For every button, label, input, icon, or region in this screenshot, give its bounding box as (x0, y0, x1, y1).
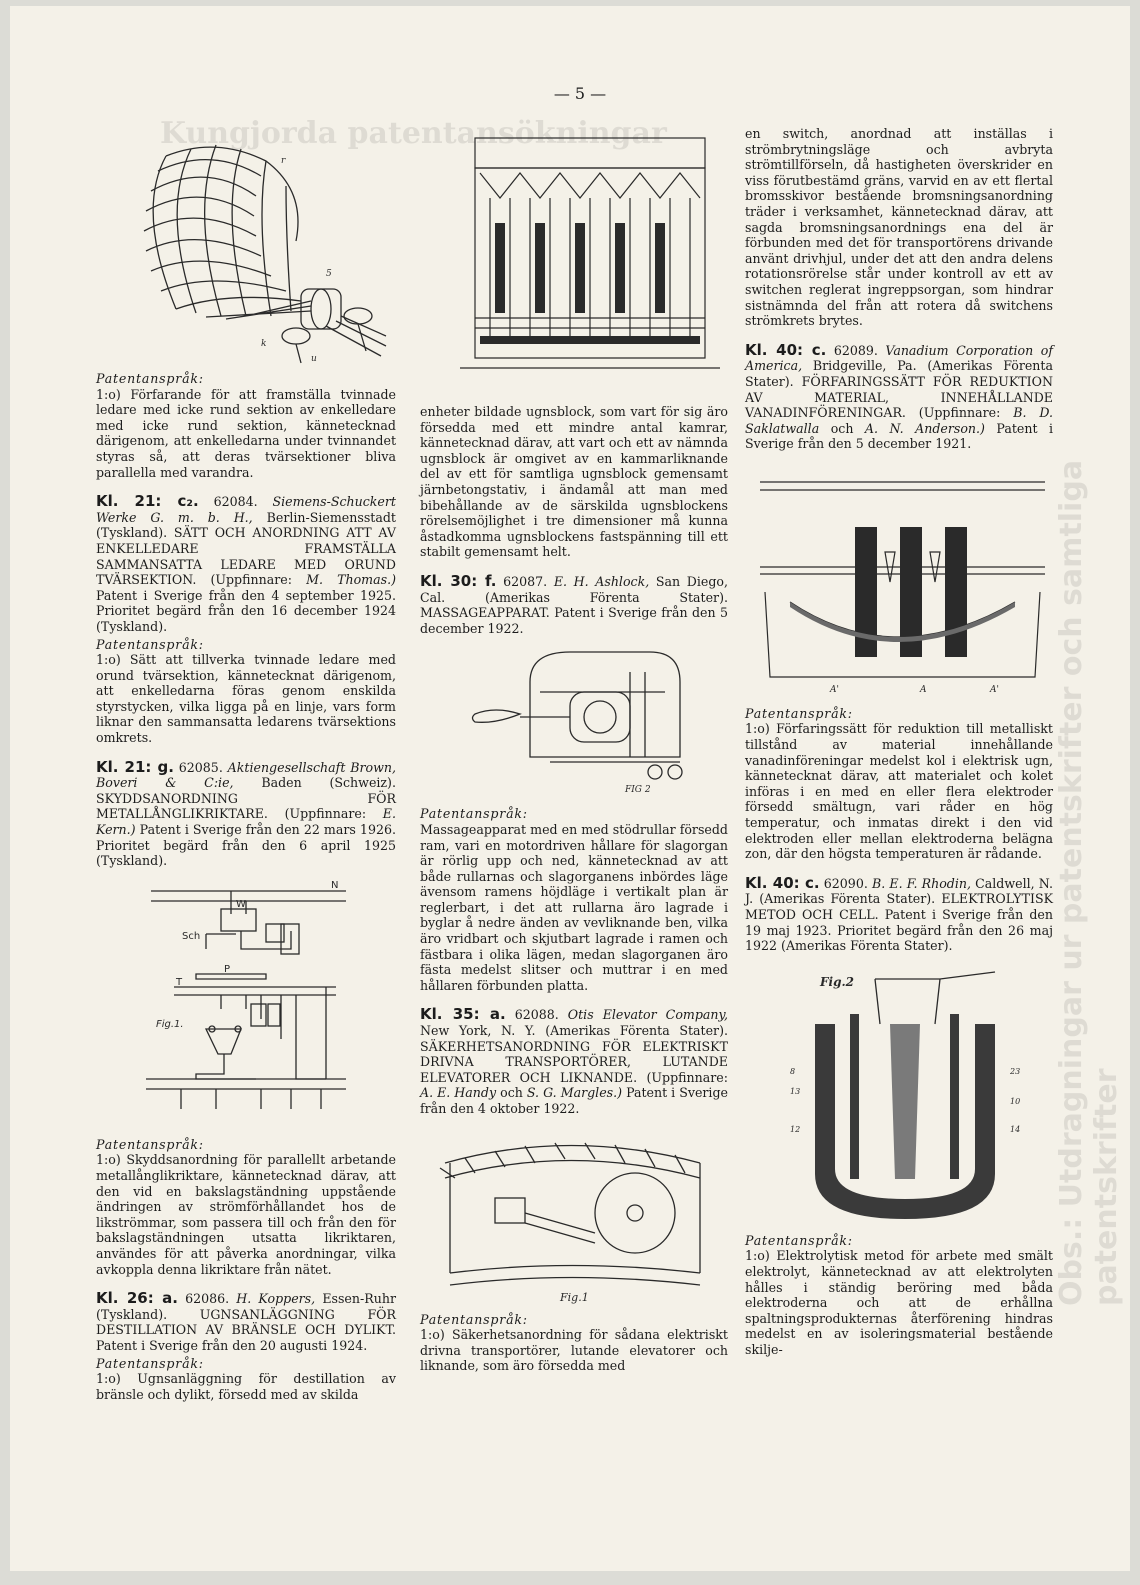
claim-text: 1:o) Förfaringssätt för reduktion till metalliskt tillstånd av material innehållande vanadinföreningar medelst kol i elektrisk ugn, kännetecknat därav, att materialet och kolet införas i en med en eller flera elektroder försedd smältugn, vari råder en hög temperatur, och inmatas direkt i den vid elektroden eller mellan elektroderna belägna zon, där den högsta temperaturen är rådande. (745, 721, 1053, 862)
svg-text:12: 12 (790, 1124, 801, 1134)
circuit-label: T (176, 976, 183, 988)
newspaper-page (10, 6, 1130, 1571)
claim-heading: Patentanspråk: (745, 705, 853, 721)
patent-entry-62088 (420, 1007, 728, 1116)
furnace-label: A' (830, 684, 839, 695)
entry-text: Bridgeville, Pa. (Amerikas Förenta Stater). FÖRFARINGSSÄTT FÖR REDUKTION AV MATERIAL, INNEHÅLLANDE VANADINFÖRENINGAR. (Uppfinnare: (745, 358, 1053, 421)
inventor: E. Kern.) (96, 806, 396, 838)
class-number: Kl. 21: c₂. (96, 492, 199, 511)
patent-dates: Patent i Sverige från den 4 september 1925. Prioritet begärd från den 16 december 1924 (Tyskland). (96, 587, 396, 634)
continued-claim-text: enheter bildade ugnsblock, som vart för sig äro försedda med ett mindre antal kamrar, kännetecknad därav, att vart och ett av nämnda ugnsblock är omgivet av en kammarliknande del av ett för samtliga ugnsblock gemensamt järnbetongstativ, i ändamål att man med bibehållande av de särskilda ugnsblockens rörelsemöjlighet i tre dimensioner må kunna åstadkomma ugnsblockens fastspänning till ett stabilt gemensamt helt. (420, 404, 728, 560)
figure-label: Fig.2 (820, 974, 854, 989)
cable-twisting-figure (96, 131, 396, 369)
patent-entry-62086 (96, 1291, 396, 1353)
svg-text:14: 14 (1010, 1124, 1021, 1134)
svg-text:5: 5 (326, 269, 332, 279)
patent-dates: Patent i Sverige från den 22 mars 1926. Prioritet begärd från den 6 april 1925 (Tyskland). (96, 822, 396, 869)
applicant: Vanadium Corporation of America, (745, 342, 1053, 374)
continued-claim-text: en switch, anordnad att inställas i strömbrytningsläge och avbryta strömtillförseln, då hastigheten överskrider en viss förutbestämd gräns, varvid en av ett flertal bromsskivor bestående bromsningsanordning träder i verksamhet, kännetecknad därav, att sagda bromsningsanordnings ena del är förbunden med det för transportörens drivande använt drivhjul, under det att den andra delens rotationsrörelse står under kontroll av ett av switchen reglerat ingreppsorgan, som hindrar sistnämnda del från att rotera då switchens strömkrets brytes. (745, 126, 1053, 329)
claim-text: 1:o) Elektrolytisk metod för arbete med smält elektrolyt, kännetecknad av att elektrolyten hålles i ständig beröring med båda elektroderna och att de erhållna spaltningsprodukternas återförening hindras medelst en av isoleringsmaterial bestående skilje- (745, 1248, 1053, 1357)
circuit-label: Sch (182, 930, 201, 942)
svg-text:8: 8 (790, 1066, 796, 1076)
column-2 (420, 128, 728, 1374)
circuit-label: W (236, 898, 246, 910)
patent-number: 62086. (185, 1291, 230, 1307)
entry-text: Essen-Ruhr (Tyskland). UGNSANLÄGGNING FÖR DESTILLATION AV BRÄNSLE OCH DYLIKT. Patent i Sverige från den 20 augusti 1924. (96, 1291, 396, 1353)
inventor: A. N. Anderson.) (864, 420, 985, 436)
entry-text: New York, N. Y. (Amerikas Förenta Stater). SÄKERHETSANORDNING FÖR ELEKTRISKT DRIVNA TRANSPORTÖRER, LUTANDE ELEVATORER OCH LIKNANDE. (Uppfinnare: (420, 1023, 728, 1085)
page-number: — 5 — (553, 84, 607, 103)
claim-heading: Patentanspråk: (96, 371, 204, 386)
applicant: B. E. F. Rhodin, (871, 875, 971, 891)
entry-text: och (500, 1085, 523, 1101)
entry-text: Berlin-Siemensstadt (Tyskland). SÄTT OCH ANORDNING ATT AV ENKELLEDARE FRAMSTÄLLA SAMMANSATTA LEDARE MED ORUND TVÄRSEKTION. (Uppfinnare: (96, 509, 396, 588)
patent-dates: Patent i Sverige från den 4 oktober 1922. (420, 1085, 728, 1116)
svg-text:23: 23 (1010, 1066, 1021, 1076)
rectifier-circuit-figure (96, 879, 396, 1129)
claim-heading: Patentanspråk: (745, 1232, 853, 1248)
patent-entry-62089 (745, 340, 1054, 452)
circuit-label: P (224, 963, 231, 975)
claim-text: 1:o) Sätt att tillverka tvinnade ledare med orund tvärsektion, kännetecknat därigenom, att enkelledarna föras genom enskilda styrstycken, vilka ligga på en linje, vars form liknar den sammansatta ledarens tvärsektions omkrets. (96, 652, 396, 746)
applicant: H. Koppers, (236, 1291, 316, 1307)
patent-entry-62090 (745, 873, 1053, 954)
applicant: Otis Elevator Company, (567, 1007, 728, 1023)
svg-text:10: 10 (1010, 1096, 1021, 1106)
svg-text:r: r (281, 156, 286, 166)
figure-label: Fig.1 (560, 1290, 589, 1304)
patent-number: 62089. (833, 342, 878, 358)
entry-text: San Diego, Cal. (Amerikas Förenta Stater). MASSAGEAPPARAT. Patent i Sverige från den 5 december 1922. (420, 573, 728, 636)
figure-label: Fig.1. (156, 1018, 184, 1030)
entry-text: Caldwell, N. J. (Amerikas Förenta Stater). ELEKTROLYTISK METOD OCH CELL. Patent i Sverige från den 19 maj 1923. Prioritet begärd från den 26 maj 1922 (Amerikas Förenta Stater). (745, 875, 1053, 954)
patent-number: 62084. (213, 494, 258, 510)
patent-number: 62090. (823, 875, 868, 891)
class-number: Kl. 21: g. (96, 757, 174, 776)
patent-number: 62088. (514, 1007, 559, 1023)
patent-number: 62085. (178, 759, 223, 775)
applicant: Aktiengesellschaft Brown, Boveri & C:ie, (96, 759, 396, 791)
entry-text: och (830, 420, 854, 436)
claim-text: 1:o) Skyddsanordning för parallellt arbetande metallånglikriktare, kännetecknad därav, att den vid en bakslagständning uppstående ändringen av strömförhållandet hos de likströmmar, som passera till och från den för bakslagständningen utsatta likriktaren, användes för att påverka anordningar, vilka avkoppla denna likriktare från nätet. (96, 1152, 396, 1277)
claim-text: 1:o) Säkerhetsanordning för sådana elektriskt drivna transportörer, lutande elevatorer och liknande, som äro försedda med (420, 1327, 728, 1374)
massage-apparatus-figure (420, 642, 728, 802)
electric-furnace-figure (745, 462, 1053, 702)
class-number: Kl. 35: a. (420, 1005, 506, 1024)
inventor: S. G. Margles.) (526, 1085, 623, 1101)
claim-text: 1:o) Förfarande för att framställa tvinnade ledare med icke rund sektion av enkelledare med icke rund sektion, kännetecknad därigenom, att enkelledarna under tvinnandet styras så, att deras tvärsektioner bliva parallella med varandra. (96, 386, 396, 480)
column-3 (745, 126, 1053, 1358)
patent-entry-62085 (96, 757, 396, 869)
figure-label: FIG 2 (625, 785, 651, 796)
inventor: M. Thomas.) (306, 572, 396, 588)
class-number: Kl. 40: c. (745, 340, 827, 359)
applicant: E. H. Ashlock, (553, 573, 650, 589)
patent-number: 62087. (503, 573, 548, 589)
patent-dates: Patent i Sverige från den 5 december 1921. (745, 420, 1054, 452)
claim-heading: Patentanspråk: (420, 806, 528, 822)
claim-text: Massageapparat med en med stödrullar försedd ram, vari en motordriven hållare för slagorgan är rörlig upp och ned, kännetecknad av att både rullarnas och slagorganens inbördes läge ävensom ramens höjdläge i vertikalt plan är reglerbart, i det att rullarna äro lagrade i byglar å nedre änden av vevliknande ben, vilka äro vridbart och skjutbart lagrade i ramen och fästbara i olika lägen, medan slagorganen äro fästa medelst slitser och muttrar i en med hållaren förbunden platta. (420, 821, 728, 993)
inventor: B. D. Saklatwalla (745, 405, 1053, 436)
applicant: Siemens-Schuckert Werke G. m. b. H., (96, 494, 396, 525)
escalator-chain-figure (420, 1123, 728, 1308)
claim-heading: Patentanspråk: (96, 1136, 204, 1152)
electrolytic-cell-figure (745, 964, 1053, 1229)
class-number: Kl. 40: c. (745, 873, 820, 892)
coke-oven-figure (420, 128, 728, 398)
svg-text:u: u (311, 354, 317, 364)
svg-text:13: 13 (790, 1086, 801, 1096)
patent-entry-62087 (420, 571, 728, 636)
claim-heading: Patentanspråk: (96, 1355, 204, 1371)
furnace-label: A (920, 684, 927, 695)
patent-entry-62084 (96, 494, 396, 634)
bleed-through-side-text: Obs.: Utdragningar ur patentskrifter och samtliga patentskrifter (1054, 459, 1124, 1306)
entry-text: Baden (Schweiz). SKYDDSANORDNING FÖR METALLÅNGLIKRIKTARE. (Uppfinnare: (96, 775, 396, 822)
bleed-through-title: Kungjorda patentansökningar (160, 116, 667, 151)
furnace-label: A' (990, 684, 999, 695)
claim-heading: Patentanspråk: (96, 636, 204, 652)
column-1 (96, 131, 396, 1402)
class-number: Kl. 30: f. (420, 571, 497, 590)
class-number: Kl. 26: a. (96, 1289, 178, 1308)
claim-heading: Patentanspråk: (420, 1311, 528, 1327)
inventor: A. E. Handy (420, 1085, 497, 1101)
claim-text: 1:o) Ugnsanläggning för destillation av bränsle och dylikt, försedd med av skilda (96, 1371, 396, 1402)
svg-text:k: k (261, 339, 267, 349)
circuit-label: N (331, 879, 339, 891)
